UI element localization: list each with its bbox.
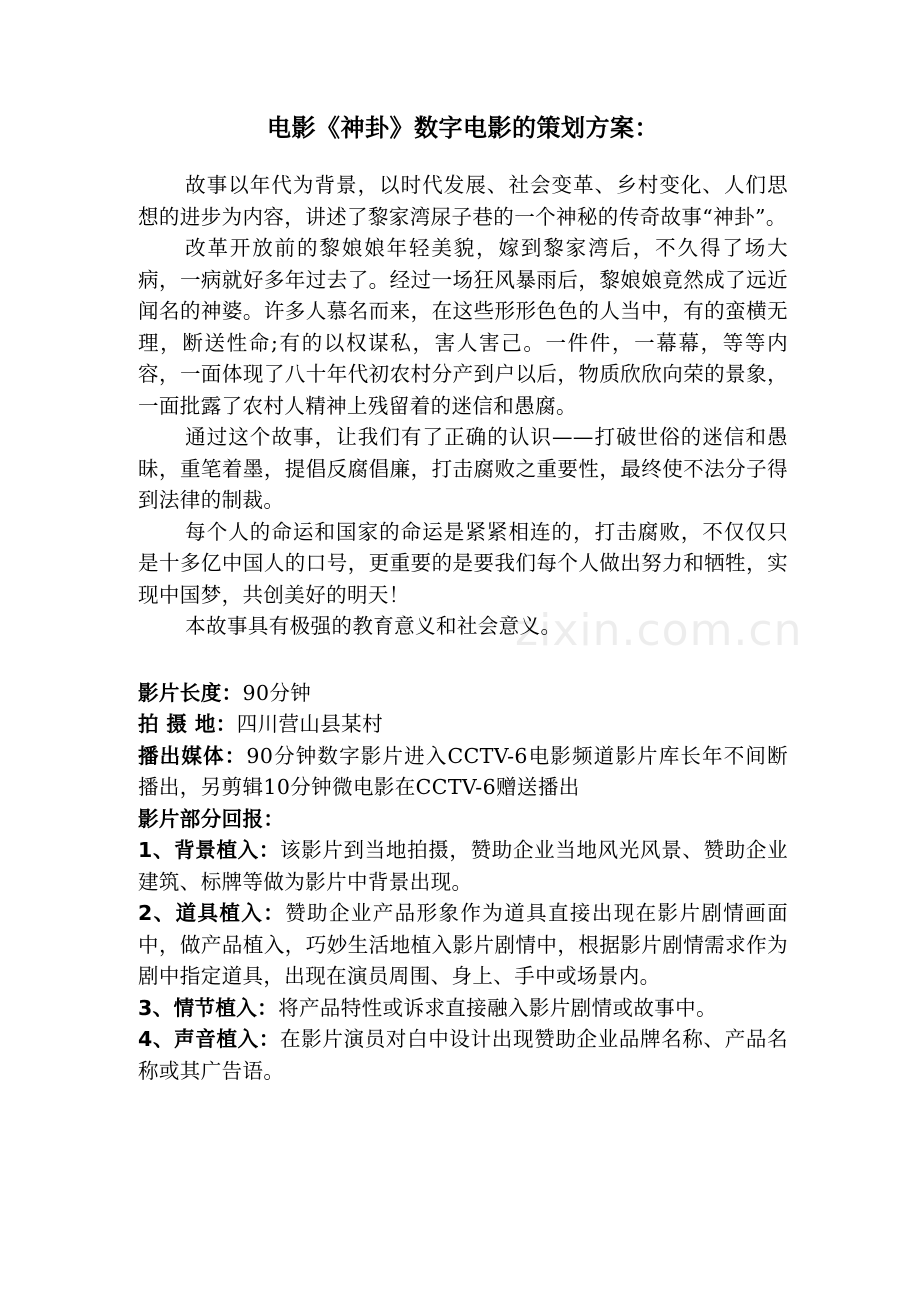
- field-value: 赞助企业产品形象作为道具直接出现在影片剧情画面中，做产品植入，巧妙生活地植入影片剧情中，根据影片剧情需求作为剧中指定道具，出现在演员周围、身上、手中或场景内。: [138, 901, 788, 988]
- document-page: [138, 108, 788, 1087]
- field-label: 影片部分回报：: [138, 806, 285, 831]
- field-returns-heading: [138, 804, 788, 836]
- field-value: 四川营山县某村: [236, 712, 383, 736]
- field-value: 该影片到当地拍摄，赞助企业当地风光风景、赞助企业建筑、标牌等做为影片中背景出现。: [138, 838, 788, 894]
- field-label: 2、道具植入：: [138, 901, 286, 925]
- field-audio-placement: [138, 1024, 788, 1087]
- field-label: 影片长度：: [138, 680, 243, 705]
- watermark: zixin.com.cn: [515, 605, 803, 656]
- paragraph-meaning: 通过这个故事，让我们有了正确的认识——打破世俗的迷信和愚昧，重笔着墨，提倡反腐倡廉，打击腐败之重要性，最终使不法分子得到法律的制裁。: [138, 425, 788, 512]
- field-value: 在影片演员对白中设计出现赞助企业品牌名称、产品名称或其广告语。: [138, 1027, 788, 1083]
- blank-line: [138, 643, 788, 678]
- field-location: [138, 709, 788, 741]
- document-title: 电影《神卦》数字电影的策划方案：: [267, 114, 659, 142]
- paragraph-intro: 故事以年代为背景，以时代发展、社会变革、乡村变化、人们思想的进步为内容，讲述了黎家湾尿子巷的一个神秘的传奇故事“神卦”。: [138, 173, 788, 229]
- field-plot-placement: [138, 993, 788, 1025]
- field-label: 3、情节植入：: [138, 995, 279, 1020]
- paragraph-story: 改革开放前的黎娘娘年轻美貌，嫁到黎家湾后，不久得了场大病，一病就好多年过去了。经过一场狂风暴雨后，黎娘娘竟然成了远近闻名的神婆。许多人慕名而来，在这些形形色色的人当中，有的蛮横无理，断送性命;有的以权谋私，害人害己。一件件，一幕幕，等等内容，一面体现了八十年代初农村分产到户以后，物质欣欣向荣的景象，一面批露了农村人精神上残留着的迷信和愚腐。: [138, 236, 788, 418]
- paragraph-education: 本故事具有极强的教育意义和社会意义。: [185, 614, 562, 638]
- field-label: 4、声音植入：: [138, 1027, 281, 1051]
- field-label: 拍 摄 地：: [138, 712, 237, 736]
- paragraph-dream: 每个人的命运和国家的命运是紧紧相连的，打击腐败，不仅仅只是十多亿中国人的口号，更重要的是要我们每个人做出努力和牺牲，实现中国梦，共创美好的明天！: [138, 519, 788, 607]
- field-label: 播出媒体：: [138, 743, 247, 768]
- field-value: 将产品特性或诉求直接融入影片剧情或故事中。: [278, 995, 717, 1020]
- field-prop-placement: [138, 898, 788, 993]
- field-value: 90分钟: [242, 680, 312, 705]
- field-label: 1、背景植入：: [138, 838, 281, 862]
- field-broadcast: [138, 741, 788, 804]
- field-background-placement: [138, 835, 788, 898]
- field-length: [138, 678, 788, 710]
- field-value: 90分钟数字影片进入CCTV-6电影频道影片库长年不间断播出，另剪辑10分钟微电影在CCTV-6赠送播出: [138, 743, 788, 799]
